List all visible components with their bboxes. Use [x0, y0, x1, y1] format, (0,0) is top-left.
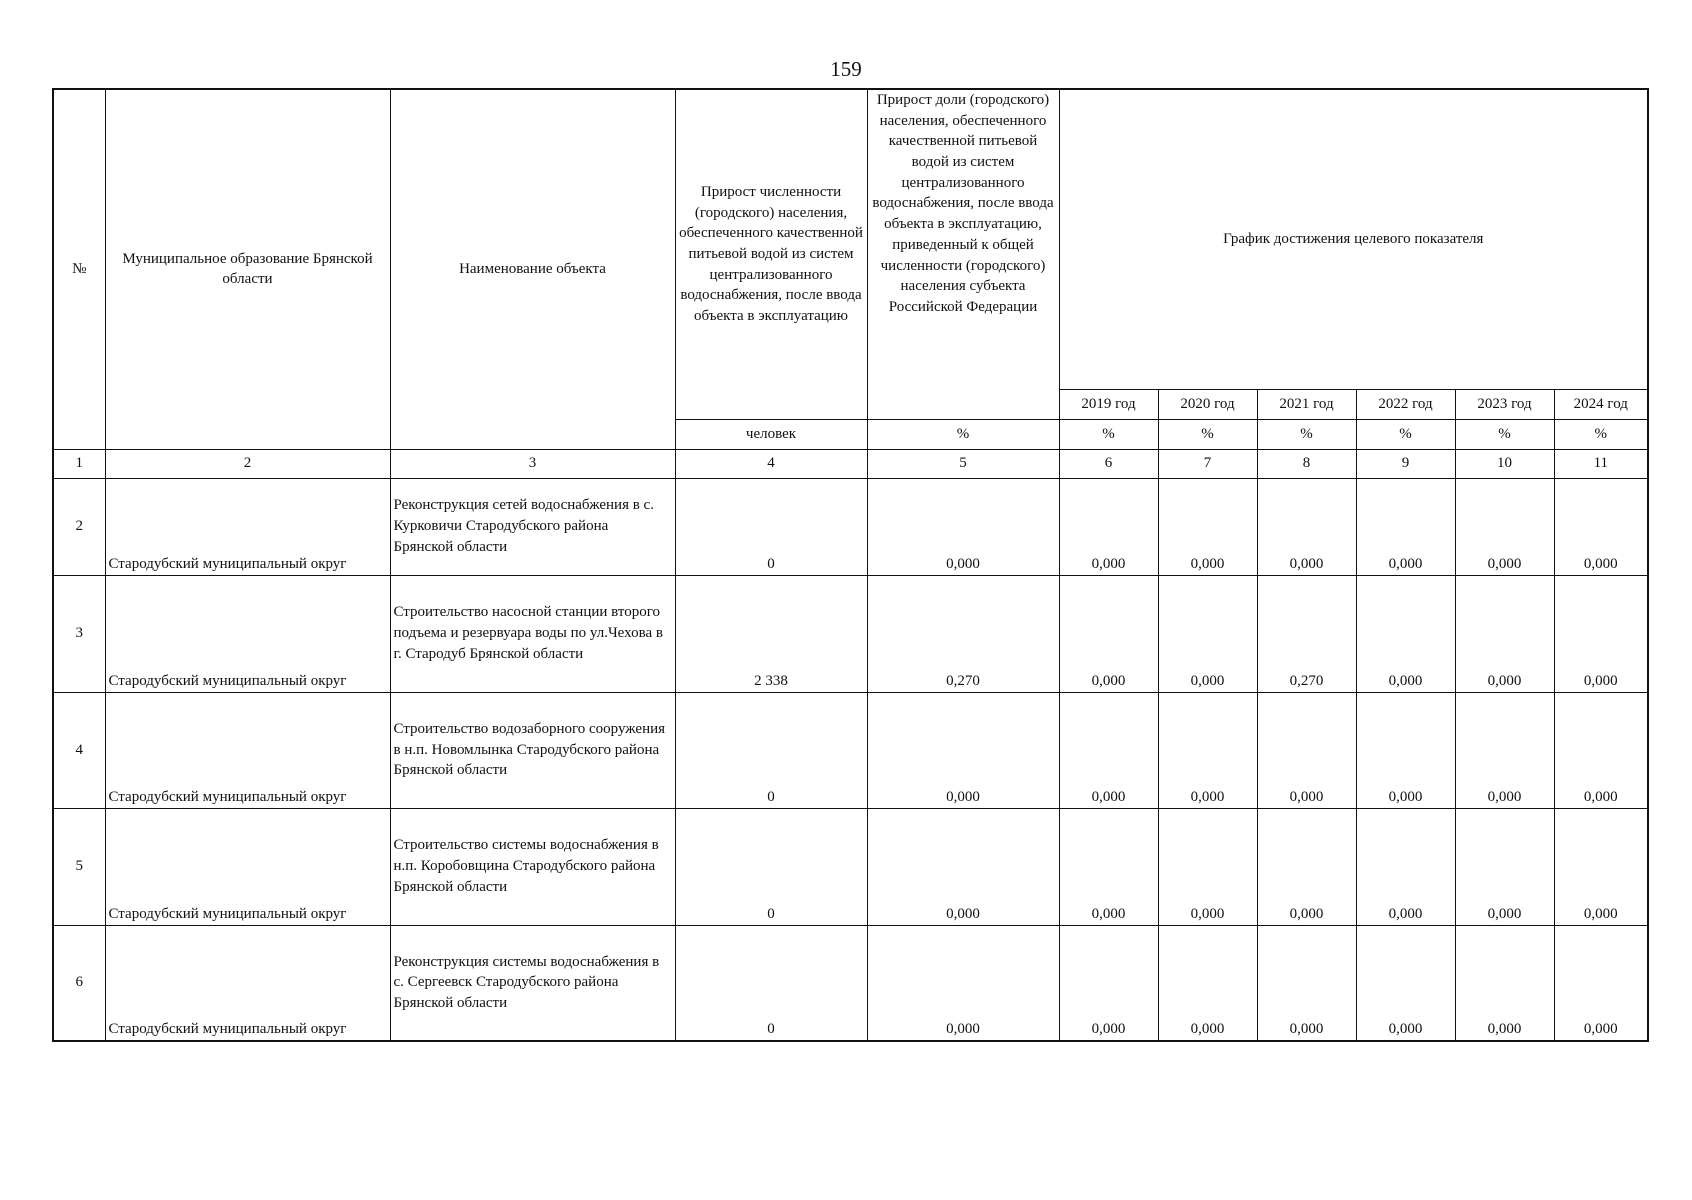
year-value-cell: 0,000 — [1356, 575, 1455, 692]
year-value-cell: 0,000 — [1257, 478, 1356, 575]
column-number: 11 — [1554, 449, 1648, 478]
share-cell: 0,000 — [867, 478, 1059, 575]
target-indicator-table — [52, 88, 1649, 1042]
year-value-cell: 0,000 — [1356, 925, 1455, 1041]
table-row — [53, 808, 1648, 925]
header-year: 2021 год — [1257, 389, 1356, 419]
year-value-cell: 0,000 — [1554, 575, 1648, 692]
unit-year: % — [1059, 419, 1158, 449]
column-number: 6 — [1059, 449, 1158, 478]
pop-cell: 0 — [675, 478, 867, 575]
pop-cell: 0 — [675, 925, 867, 1041]
row-number: 2 — [53, 478, 105, 575]
page-number: 159 — [830, 57, 862, 81]
unit-year: % — [1356, 419, 1455, 449]
year-value-cell: 0,000 — [1059, 478, 1158, 575]
share-cell: 0,000 — [867, 692, 1059, 808]
unit-year: % — [1455, 419, 1554, 449]
column-number: 4 — [675, 449, 867, 478]
table-body — [53, 478, 1648, 1041]
year-value-cell: 0,000 — [1059, 692, 1158, 808]
pop-cell: 2 338 — [675, 575, 867, 692]
column-number: 5 — [867, 449, 1059, 478]
header-pop-increase: Прирост численности (городского) населения, обеспеченного качественной питьевой водой из систем централизованного водоснабжения, после ввода объекта в эксплуатацию — [675, 89, 867, 419]
table-header — [53, 89, 1648, 478]
year-value-cell: 0,000 — [1059, 808, 1158, 925]
object-cell: Строительство насосной станции второго подъема и резервуара воды по ул.Чехова в г. Стародуб Брянской области — [390, 575, 675, 692]
header-no: № — [53, 89, 105, 449]
column-number: 2 — [105, 449, 390, 478]
pop-cell: 0 — [675, 808, 867, 925]
year-value-cell: 0,000 — [1356, 478, 1455, 575]
year-value-cell: 0,000 — [1554, 478, 1648, 575]
year-value-cell: 0,000 — [1455, 478, 1554, 575]
row-number: 5 — [53, 808, 105, 925]
unit-share: % — [867, 419, 1059, 449]
year-value-cell: 0,000 — [1059, 925, 1158, 1041]
column-numbers-row — [53, 449, 1648, 478]
header-municipality: Муниципальное образование Брянской области — [105, 89, 390, 449]
year-value-cell: 0,000 — [1158, 925, 1257, 1041]
municipality-cell: Стародубский муниципальный округ — [105, 478, 390, 575]
year-value-cell: 0,000 — [1554, 808, 1648, 925]
object-cell: Реконструкция сетей водоснабжения в с. Курковичи Стародубского района Брянской области — [390, 478, 675, 575]
year-value-cell: 0,000 — [1455, 808, 1554, 925]
year-value-cell: 0,000 — [1554, 692, 1648, 808]
column-number: 10 — [1455, 449, 1554, 478]
object-cell: Реконструкция системы водоснабжения в с. Сергеевск Стародубского района Брянской области — [390, 925, 675, 1041]
municipality-cell: Стародубский муниципальный округ — [105, 925, 390, 1041]
column-number: 9 — [1356, 449, 1455, 478]
unit-year: % — [1158, 419, 1257, 449]
row-number: 3 — [53, 575, 105, 692]
table-row — [53, 692, 1648, 808]
unit-year: % — [1257, 419, 1356, 449]
object-cell: Строительство системы водоснабжения в н.п. Коробовщина Стародубского района Брянской области — [390, 808, 675, 925]
pop-cell: 0 — [675, 692, 867, 808]
municipality-cell: Стародубский муниципальный округ — [105, 692, 390, 808]
year-value-cell: 0,000 — [1455, 575, 1554, 692]
header-object: Наименование объекта — [390, 89, 675, 449]
unit-year: % — [1554, 419, 1648, 449]
year-value-cell: 0,000 — [1158, 808, 1257, 925]
year-value-cell: 0,000 — [1554, 925, 1648, 1041]
header-year: 2024 год — [1554, 389, 1648, 419]
share-cell: 0,270 — [867, 575, 1059, 692]
municipality-cell: Стародубский муниципальный округ — [105, 808, 390, 925]
year-value-cell: 0,000 — [1257, 925, 1356, 1041]
year-value-cell: 0,000 — [1158, 575, 1257, 692]
column-number: 1 — [53, 449, 105, 478]
year-value-cell: 0,000 — [1356, 692, 1455, 808]
header-year: 2022 год — [1356, 389, 1455, 419]
row-number: 6 — [53, 925, 105, 1041]
object-cell: Строительство водозаборного сооружения в н.п. Новомлынка Стародубского района Брянской области — [390, 692, 675, 808]
row-number: 4 — [53, 692, 105, 808]
table-row — [53, 575, 1648, 692]
year-value-cell: 0,000 — [1356, 808, 1455, 925]
year-value-cell: 0,000 — [1257, 808, 1356, 925]
column-number: 8 — [1257, 449, 1356, 478]
year-value-cell: 0,000 — [1158, 692, 1257, 808]
header-schedule: График достижения целевого показателя — [1059, 89, 1648, 389]
unit-pop: человек — [675, 419, 867, 449]
table-row — [53, 478, 1648, 575]
header-year: 2020 год — [1158, 389, 1257, 419]
table-row — [53, 925, 1648, 1041]
header-year: 2023 год — [1455, 389, 1554, 419]
year-value-cell: 0,000 — [1257, 692, 1356, 808]
year-value-cell: 0,000 — [1059, 575, 1158, 692]
column-number: 3 — [390, 449, 675, 478]
share-cell: 0,000 — [867, 925, 1059, 1041]
year-value-cell: 0,270 — [1257, 575, 1356, 692]
year-value-cell: 0,000 — [1455, 692, 1554, 808]
header-year: 2019 год — [1059, 389, 1158, 419]
year-value-cell: 0,000 — [1158, 478, 1257, 575]
header-share-increase: Прирост доли (городского) населения, обеспеченного качественной питьевой водой из систем централизованного водоснабжения, после ввода объекта в эксплуатацию, приведенный к общей численности (городского) населения субъекта Российской Федерации — [867, 89, 1059, 419]
share-cell: 0,000 — [867, 808, 1059, 925]
column-number: 7 — [1158, 449, 1257, 478]
year-value-cell: 0,000 — [1455, 925, 1554, 1041]
municipality-cell: Стародубский муниципальный округ — [105, 575, 390, 692]
